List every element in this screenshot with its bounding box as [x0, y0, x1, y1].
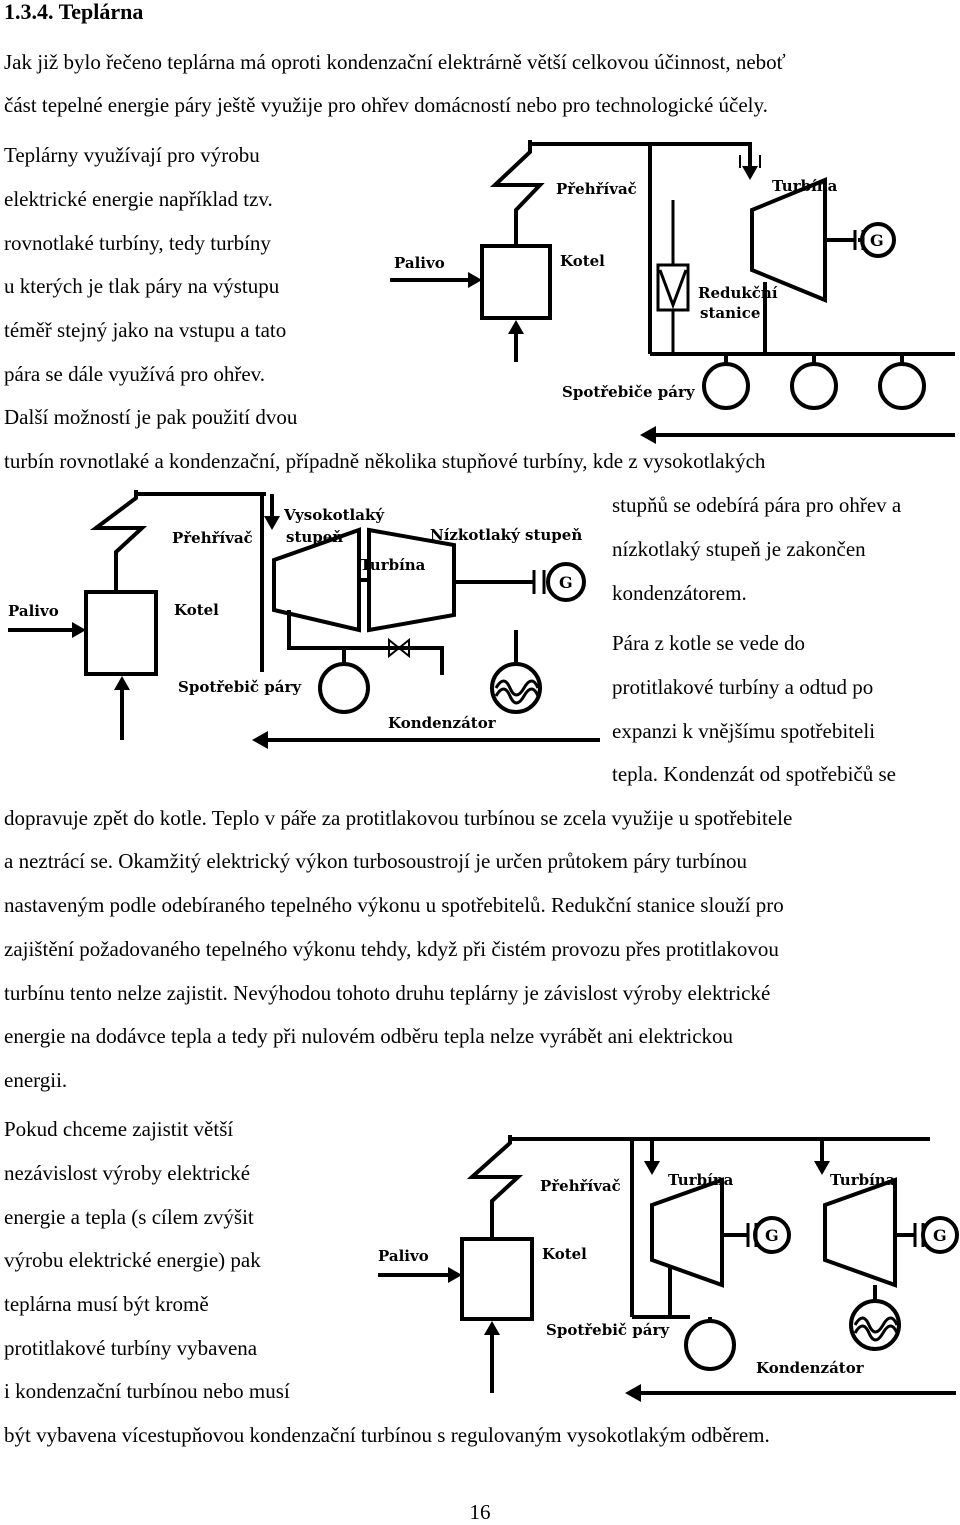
paragraph-line: dopravuje zpět do kotle. Teplo v páře za protitlakovou turbínou se zcela využije u spotřebitele [4, 806, 793, 830]
paragraph-line: Pára z kotle se vede do [612, 631, 806, 655]
paragraph-line: zajištění požadovaného tepelného výkonu tehdy, když při čistém provozu přes protitlakovou [4, 937, 779, 961]
page-number: 16 [469, 1500, 491, 1524]
paragraph-line: expanzi k vnějšímu spotřebiteli [612, 719, 876, 743]
superheater-line [96, 490, 142, 592]
label-palivo: Palivo [8, 602, 59, 620]
label-prehrivac: Přehřívač [172, 529, 253, 547]
paragraph-line: nízkotlaký stupeň je zakončen [612, 537, 866, 561]
paragraph-line: pára se dále využívá pro ohřev. [4, 362, 266, 386]
paragraph-line: Teplárny využívají pro výrobu [4, 143, 260, 167]
consumer-circle [704, 364, 748, 408]
boiler-box [86, 592, 156, 674]
label-stupen: stupeň [286, 528, 344, 546]
lp-turbine-shape [369, 530, 454, 630]
label-turbina-2: Turbína [830, 1171, 896, 1189]
consumer-circle [686, 1321, 734, 1369]
paragraph-line: nastaveným podle odebíraného tepelného výkonu u spotřebitelů. Redukční stanice slouží pro [4, 893, 784, 917]
label-turbina: Turbína [772, 177, 838, 195]
paragraph-line: být vybavena vícestupňovou kondenzační turbínou s regulovaným vysokotlakým odběrem. [4, 1423, 770, 1447]
paragraph-line: teplárna musí být kromě [4, 1292, 209, 1316]
paragraph-line: energie na dodávce tepla a tedy při nulovém odběru tepla nelze vyrábět ani elektrickou [4, 1024, 734, 1048]
label-prehrivac: Přehřívač [556, 180, 637, 198]
label-g: G [559, 573, 573, 592]
label-palivo: Palivo [378, 1247, 429, 1265]
label-prehrivac: Přehřívač [540, 1177, 621, 1195]
paragraph-line: protitlakové turbíny vybavena [4, 1336, 258, 1360]
boiler-box [462, 1239, 532, 1319]
label-g2: G [933, 1226, 947, 1245]
label-turbina: Turbína [360, 556, 426, 574]
diagram-backpressure-plant [380, 140, 955, 445]
label-spotrebic: Spotřebič páry [178, 678, 302, 696]
paragraph-line: Jak již bylo řečeno teplárna má oproti kondenzační elektrárně větší celkovou účinnost, neboť [4, 50, 786, 74]
turbine-shape [752, 180, 825, 300]
paragraph-line: a neztrácí se. Okamžitý elektrický výkon turbosoustrojí je určen průtokem páry turbínou [4, 849, 747, 873]
diagram-two-turbine-plant [370, 1135, 960, 1415]
label-palivo: Palivo [394, 254, 445, 272]
paragraph-line: elektrické energie například tzv. [4, 187, 273, 211]
paragraph-line: protitlakové turbíny a odtud po [612, 675, 874, 699]
diagram-multistage-plant [4, 490, 604, 760]
paragraph-line: část tepelné energie páry ještě využije pro ohřev domácností nebo pro technologické účely. [4, 93, 768, 117]
label-kotel: Kotel [560, 252, 605, 270]
paragraph-line: rovnotlaké turbíny, tedy turbíny [4, 231, 271, 255]
paragraph-line: Pokud chceme zajistit větší [4, 1117, 234, 1141]
consumer-circle [792, 364, 836, 408]
paragraph-line: energie a tepla (s cílem zvýšit [4, 1205, 254, 1229]
label-kondenzator: Kondenzátor [756, 1359, 864, 1377]
label-spotrebic: Spotřebič páry [546, 1321, 670, 1339]
label-turbina-1: Turbína [668, 1171, 734, 1189]
consumer-circle [880, 364, 924, 408]
paragraph-line: Další možností je pak použití dvou [4, 405, 298, 429]
boiler-box [482, 246, 550, 318]
label-redukcni: Redukční [698, 284, 778, 302]
label-kotel: Kotel [542, 1245, 587, 1263]
label-g1: G [765, 1226, 779, 1245]
section-heading: 1.3.4. Teplárna [4, 0, 144, 24]
label-vysokotlaky: Vysokotlaký [284, 506, 385, 524]
paragraph-line: nezávislost výroby elektrické [4, 1161, 251, 1185]
paragraph-line: kondenzátorem. [612, 581, 747, 605]
paragraph-line: výrobu elektrické energie) pak [4, 1248, 261, 1272]
label-g: G [870, 231, 884, 250]
label-spotrebice: Spotřebiče páry [562, 383, 695, 401]
superheater-line [495, 140, 540, 246]
paragraph-line: stupňů se odebírá pára pro ohřev a [612, 493, 902, 517]
paragraph-line: u kterých je tlak páry na výstupu [4, 274, 280, 298]
paragraph-line: turbínu tento nelze zajistit. Nevýhodou tohoto druhu teplárny je závislost výroby elektrické [4, 981, 771, 1005]
paragraph-line: tepla. Kondenzát od spotřebičů se [612, 762, 896, 786]
turbine1-shape [652, 1180, 722, 1285]
label-kotel: Kotel [174, 601, 219, 619]
consumer-circle [320, 664, 368, 712]
turbine2-shape [825, 1180, 895, 1285]
label-kondenzator: Kondenzátor [388, 714, 496, 732]
paragraph-line: energii. [4, 1068, 68, 1092]
label-stanice: stanice [700, 304, 761, 322]
superheater-line [472, 1135, 518, 1239]
paragraph-line: turbín rovnotlaké a kondenzační, případně několika stupňové turbíny, kde z vysokotlakých [4, 449, 766, 473]
paragraph-line: téměř stejný jako na vstupu a tato [4, 318, 287, 342]
label-nizkotlaky: Nízkotlaký stupeň [430, 526, 583, 544]
paragraph-line: i kondenzační turbínou nebo musí [4, 1379, 290, 1403]
